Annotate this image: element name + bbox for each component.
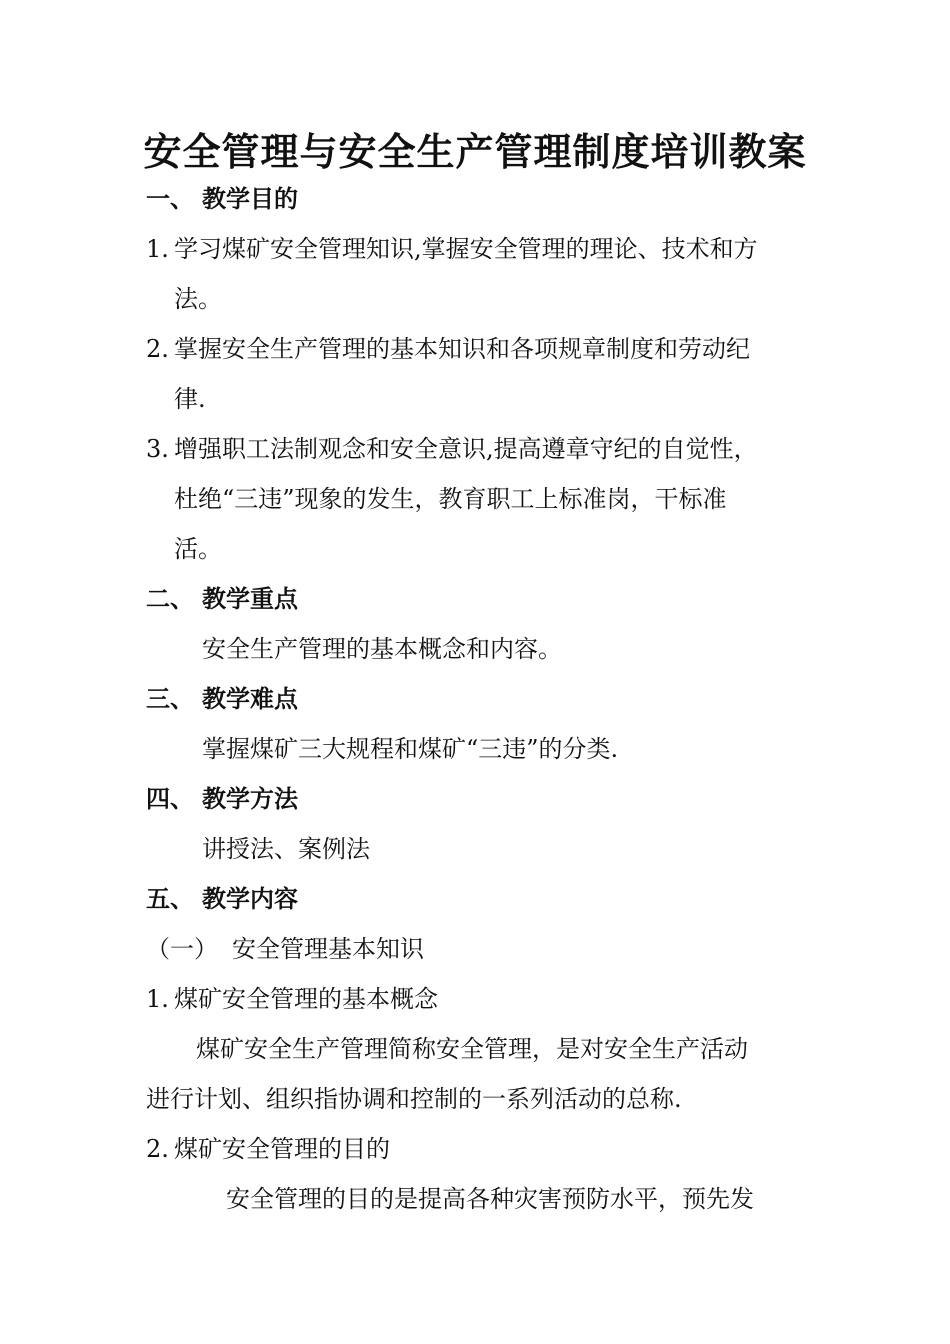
list-item-2-line-1: [146, 334, 750, 364]
list-number: 3.: [146, 435, 169, 463]
list-item-3-line-3: 活。: [174, 535, 222, 563]
list-text: 掌握安全生产管理的基本知识和各项规章制度和劳动纪: [174, 335, 750, 363]
list-item-3-line-2: 杜绝“三违”现象的发生，教育职工上标准岗，干标准: [174, 485, 727, 513]
content-item-1-heading: [146, 984, 438, 1014]
section-marker: 二、: [146, 584, 194, 613]
section-heading-3: [146, 684, 298, 714]
list-number: 2.: [146, 1135, 169, 1163]
list-item-1-line-2: 法。: [174, 285, 222, 313]
subsection-heading: [146, 934, 424, 964]
section-marker: 四、: [146, 784, 194, 813]
section-heading-text: 教学目的: [202, 184, 298, 213]
list-number: 2.: [146, 335, 169, 363]
section-heading-1: [146, 184, 298, 214]
section-marker: 一、: [146, 184, 194, 213]
section-heading-text: 教学方法: [202, 784, 298, 813]
section-heading-2: [146, 584, 298, 614]
section-heading-5: [146, 884, 298, 914]
subsection-text: 安全管理基本知识: [232, 935, 424, 963]
document-title: 安全管理与安全生产管理制度培训教案: [143, 129, 807, 174]
list-number: 1.: [146, 985, 169, 1013]
list-item-3-line-1: [146, 434, 758, 464]
section-2-body: 安全生产管理的基本概念和内容。: [202, 635, 562, 663]
section-heading-text: 教学难点: [202, 684, 298, 713]
subsection-marker: （一）: [146, 935, 218, 963]
content-item-1-para-line-1: 煤矿安全生产管理简称安全管理，是对安全生产活动: [196, 1035, 748, 1063]
list-number: 1.: [146, 235, 169, 263]
list-text: 煤矿安全管理的目的: [174, 1135, 390, 1163]
section-marker: 三、: [146, 684, 194, 713]
list-text: 增强职工法制观念和安全意识,提高遵章守纪的自觉性，: [174, 435, 758, 463]
content-item-2-heading: [146, 1134, 390, 1164]
section-heading-text: 教学内容: [202, 884, 298, 913]
section-3-body: 掌握煤矿三大规程和煤矿“三违”的分类.: [202, 735, 619, 763]
section-heading-text: 教学重点: [202, 584, 298, 613]
content-item-1-para-line-2: 进行计划、组织指协调和控制的一系列活动的总称.: [146, 1085, 682, 1113]
section-heading-4: [146, 784, 298, 814]
list-text: 煤矿安全管理的基本概念: [174, 985, 438, 1013]
list-item-2-line-2: 律.: [174, 385, 206, 413]
section-marker: 五、: [146, 884, 194, 913]
section-4-body: 讲授法、案例法: [202, 835, 370, 863]
list-text: 学习煤矿安全管理知识,掌握安全管理的理论、技术和方: [174, 235, 758, 263]
list-item-1-line-1: [146, 234, 758, 264]
content-item-2-para-line-1: 安全管理的目的是提高各种灾害预防水平，预先发: [226, 1185, 754, 1213]
